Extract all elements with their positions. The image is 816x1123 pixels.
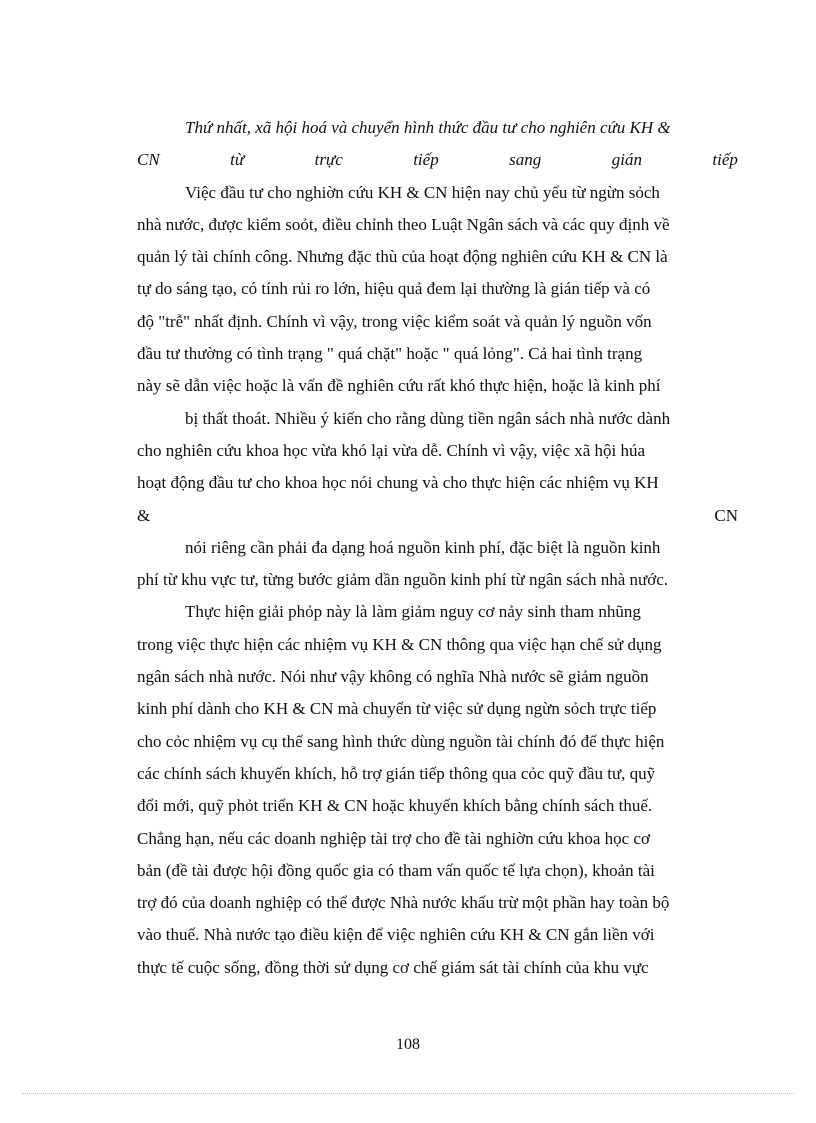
split-right: CN: [714, 505, 738, 525]
heading-word: tiếp: [413, 150, 439, 170]
paragraph-line: các chính sách khuyến khích, hỗ trợ gián tiếp thông qua cỏc quỹ đầu tư, quỹ: [137, 763, 656, 783]
paragraph-line: thực tế cuộc sống, đồng thời sử dụng cơ chế giám sát tài chính của khu vực: [137, 957, 649, 977]
paragraph-line: Việc đầu tư cho nghiờn cứu KH & CN hiện nay chủ yếu từ ngừn sỏch: [185, 182, 660, 202]
paragraph-split-line: [137, 500, 738, 532]
paragraph-line: bị thất thoát. Nhiều ý kiến cho rằng dùng tiền ngân sách nhà nước dành: [185, 408, 671, 428]
heading-word: tiếp: [712, 150, 738, 170]
paragraph-line: độ "trễ" nhất định. Chính vì vậy, trong việc kiểm soát và quản lý nguồn vốn: [137, 311, 652, 331]
paragraph-line: cho nghiên cứu khoa học vừa khó lại vừa dễ. Chính vì vậy, việc xã hội húa: [137, 440, 646, 460]
split-left: &: [137, 505, 151, 525]
section-heading-line-1: Thứ nhất, xã hội hoá và chuyển hình thức đầu tư cho nghiên cứu KH &: [185, 118, 671, 137]
heading-word: trực: [314, 150, 343, 170]
paragraph-line: hoạt động đầu tư cho khoa học nói chung và cho thực hiện các nhiệm vụ KH: [137, 473, 659, 493]
paragraph-line: này sẽ dẫn việc hoặc là vấn đề nghiên cứu rất khó thực hiện, hoặc là kinh phí: [137, 376, 661, 396]
paragraph-line: trong việc thực hiện các nhiệm vụ KH & CN thông qua việc hạn chế sử dụng: [137, 634, 662, 654]
heading-word: từ: [230, 150, 245, 170]
heading-word: sang: [509, 150, 542, 170]
paragraph-line: trợ đó của doanh nghiệp có thể được Nhà nước khấu trừ một phần hay toàn bộ: [137, 893, 670, 913]
paragraph-line: nhà nước, được kiểm soỏt, điều chỉnh theo Luật Ngân sách và các quy định về: [137, 214, 670, 234]
heading-word: gián: [611, 150, 642, 170]
paragraph-line: đầu tư thường có tình trạng " quá chặt" hoặc " quá lỏng". Cả hai tình trạng: [137, 344, 643, 364]
paragraph-line: nói riêng cần phải đa dạng hoá nguồn kinh phí, đặc biệt là nguồn kinh: [185, 537, 661, 557]
page-number: 108: [396, 1036, 420, 1053]
section-heading-line-2: [137, 144, 738, 176]
paragraph-line: cho cỏc nhiệm vụ cụ thể sang hình thức dùng nguồn tài chính đó để thực hiện: [137, 731, 665, 751]
paragraph-line: ngân sách nhà nước. Nói như vậy không có nghĩa Nhà nước sẽ giảm nguồn: [137, 667, 649, 687]
paragraph-line: vào thuế. Nhà nước tạo điều kiện để việc nghiên cứu KH & CN gắn liền với: [137, 925, 655, 945]
paragraph-line: đổi mới, quỹ phỏt triển KH & CN hoặc khuyến khích bằng chính sách thuế.: [137, 796, 653, 816]
heading-word: CN: [137, 150, 160, 170]
paragraph-line: kinh phí dành cho KH & CN mà chuyển từ việc sử dụng ngừn sỏch trực tiếp: [137, 699, 657, 719]
paragraph-line: quản lý tài chính công. Nhưng đặc thù của hoạt động nghiên cứu KH & CN là: [137, 247, 668, 267]
paragraph-line: Chẳng hạn, nếu các doanh nghiệp tài trợ cho đề tài nghiờn cứu khoa học cơ: [137, 828, 650, 848]
paragraph-line: tự do sáng tạo, có tính rủi ro lớn, hiệu quả đem lại thường là gián tiếp và có: [137, 279, 651, 299]
paragraph-line: phí từ khu vực tư, từng bước giảm dần nguồn kinh phí từ ngân sách nhà nước.: [137, 570, 669, 590]
page-bottom-rule: [22, 1093, 794, 1094]
paragraph-line: bản (đề tài được hội đồng quốc gia có tham vấn quốc tế lựa chọn), khoản tài: [137, 860, 655, 880]
paragraph-line: Thực hiện giải phỏp này là làm giảm nguy cơ nảy sinh tham nhũng: [185, 602, 641, 622]
body-text: [137, 112, 738, 984]
